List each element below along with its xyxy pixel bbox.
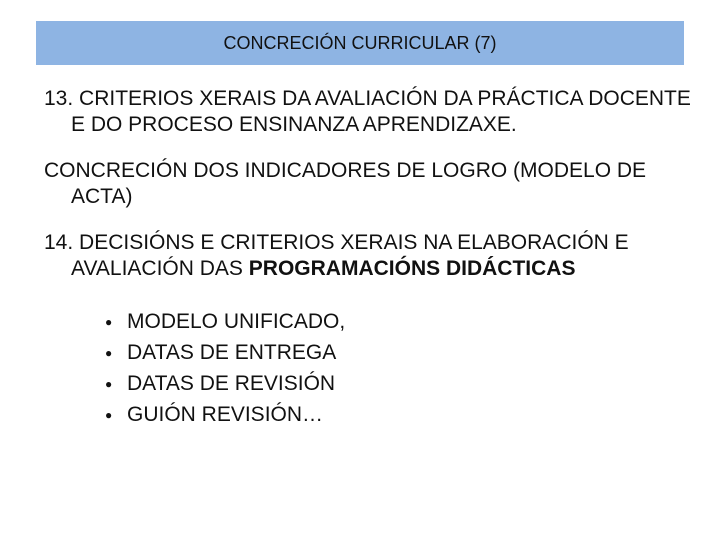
- list-item: [105, 368, 704, 399]
- list-item-label: DATAS DE ENTREGA: [127, 340, 337, 364]
- slide-title: CONCRECIÓN CURRICULAR (7): [223, 32, 497, 53]
- bullet-dot-icon: ●: [105, 407, 113, 422]
- list-item-label: DATAS DE REVISIÓN: [127, 371, 336, 395]
- list-item: [105, 399, 704, 430]
- list-item-label: GUIÓN REVISIÓN…: [127, 402, 324, 426]
- bullet-list: [44, 306, 704, 430]
- bullet-dot-icon: ●: [105, 345, 113, 360]
- list-item: [105, 306, 704, 337]
- slide-body: [44, 86, 704, 430]
- indicators-text: CONCRECIÓN DOS INDICADORES DE LOGRO (MODELO DE ACTA): [44, 159, 647, 208]
- bullet-dot-icon: ●: [105, 314, 113, 329]
- item-14-text: [44, 230, 704, 282]
- list-item: [105, 337, 704, 368]
- bullet-dot-icon: ●: [105, 376, 113, 391]
- slide-title-bar: [36, 21, 684, 65]
- item-14-prefix: 14. DECISIÓNS E CRITERIOS XERAIS NA ELABORACIÓN E AVALIACIÓN DAS: [44, 231, 629, 280]
- item-13-text: 13. CRITERIOS XERAIS DA AVALIACIÓN DA PRÁCTICA DOCENTE E DO PROCESO ENSINANZA APRENDIZAXE.: [44, 87, 691, 136]
- item-14-emphasis: PROGRAMACIÓNS DIDÁCTICAS: [248, 257, 576, 280]
- list-item-label: MODELO UNIFICADO,: [127, 309, 346, 333]
